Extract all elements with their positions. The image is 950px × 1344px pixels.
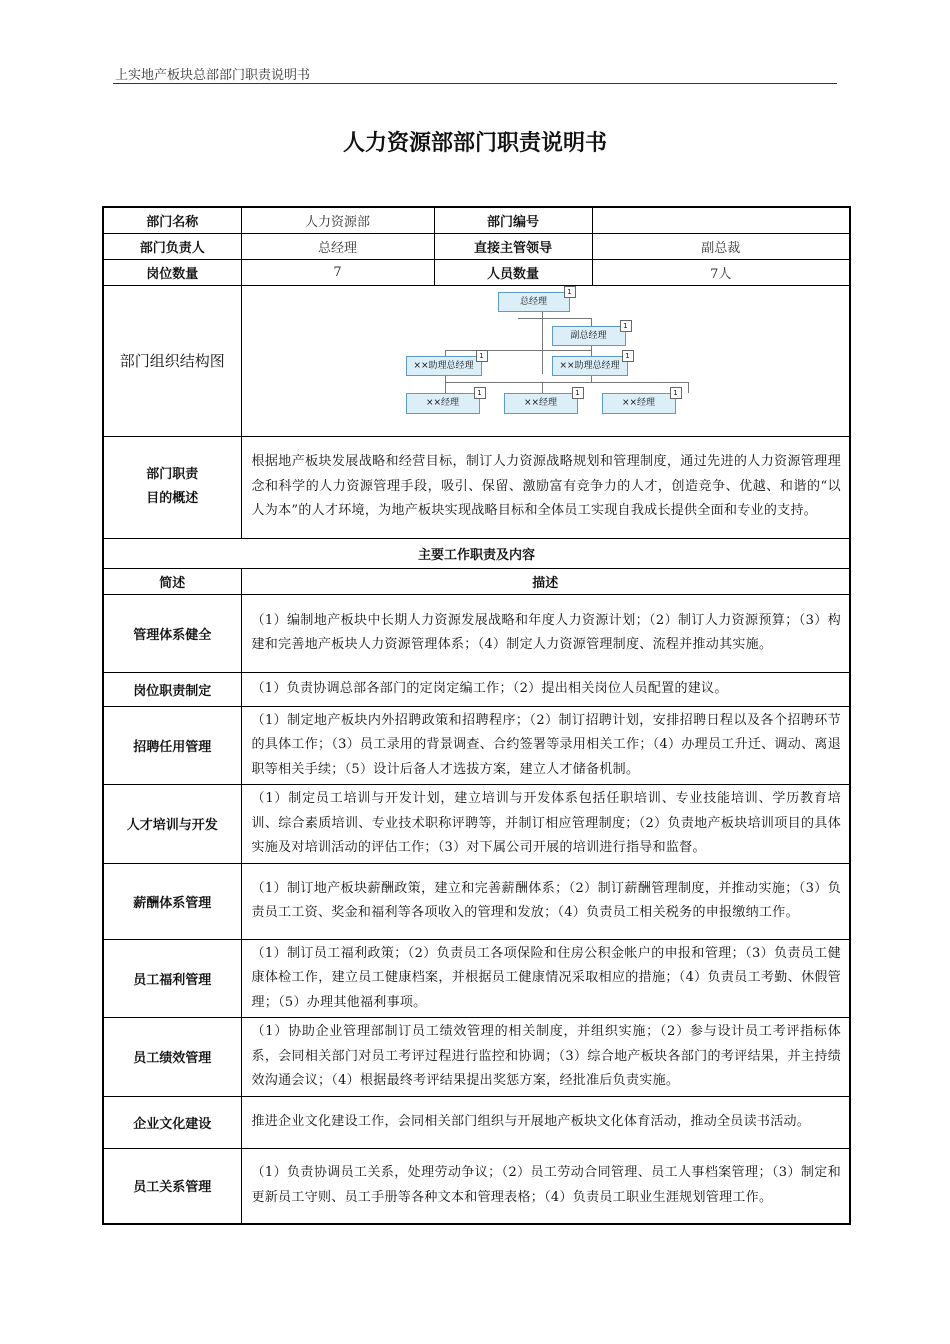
- org-node-mgr-2-label: ××经理: [523, 398, 558, 408]
- header-rule: [113, 83, 837, 84]
- duty-desc: （1）制订地产板块薪酬政策，建立和完善薪酬体系；（2）制订薪酬管理制度，并推动实施；（3）负责员工工资、奖金和福利等各项收入的管理和发放；（4）负责员工相关税务的申报缴纳工作。: [241, 863, 850, 939]
- connector-gm-down: [542, 302, 543, 374]
- org-node-mgr-1-badge: 1: [474, 387, 486, 399]
- org-node-mgr-1-label: ××经理: [425, 398, 460, 408]
- connector-mgr3: [688, 382, 689, 393]
- org-node-gm-label: 总经理: [519, 297, 547, 307]
- page-title: 人力资源部部门职责说明书: [342, 131, 607, 156]
- duty-desc: （1）协助企业管理部制订员工绩效管理的相关制度，并组织实施；（2）参与设计员工考评指标体系，会同相关部门对员工考评过程进行监控和协调；（3）综合地产板块各部门的考评结果，并主持绩效沟通会议；（4）根据最终考评结果提出奖惩方案，经批准后负责实施。: [241, 1018, 850, 1097]
- supervisor-label: 直接主管领导: [434, 233, 592, 259]
- duties-col-summary: 简述: [103, 568, 241, 594]
- duty-desc: （1）负责协调员工关系，处理劳动争议；（2）员工劳动合同管理、员工人事档案管理；（3）制定和更新员工守则、员工手册等各种文本和管理表格；（4）负责员工职业生涯规划管理工作。: [241, 1148, 850, 1224]
- purpose-label-line2: 目的概述: [146, 491, 199, 506]
- duty-desc: （1）制定员工培训与开发计划，建立培训与开发体系包括任职培训、专业技能培训、学历教育培训、综合素质培训、专业技术职称评聘等，并制订相应管理制度；（2）负责地产板块培训项目的具体实施及对培训活动的评估工作；（3）对下属公司开展的培训进行指导和监督。: [241, 785, 850, 864]
- duty-title: 员工关系管理: [103, 1148, 241, 1224]
- connector-level2-h: [445, 350, 591, 351]
- org-chart-label: 部门组织结构图: [103, 285, 241, 436]
- supervisor-value: 副总裁: [592, 233, 850, 259]
- duty-title: 人才培训与开发: [103, 785, 241, 864]
- dept-head-value: 总经理: [241, 233, 434, 259]
- duty-title: 企业文化建设: [103, 1096, 241, 1148]
- dept-name-label: 部门名称: [103, 207, 241, 233]
- org-node-asst-right-badge: 1: [622, 350, 634, 362]
- org-node-deputy-label: 副总经理: [570, 331, 607, 341]
- post-count-value: 7: [241, 259, 434, 285]
- org-node-mgr-1: [406, 393, 480, 414]
- org-node-mgr-2-badge: 1: [572, 387, 584, 399]
- org-node-mgr-3: [602, 393, 676, 414]
- duty-title: 招聘任用管理: [103, 706, 241, 785]
- staff-count-label: 人员数量: [434, 259, 592, 285]
- duty-desc: 推进企业文化建设工作，会同相关部门组织与开展地产板块文化体育活动，推动全员读书活动。: [241, 1096, 850, 1148]
- duties-section-title: 主要工作职责及内容: [103, 538, 850, 568]
- org-chart: [242, 286, 850, 435]
- org-node-deputy-badge: 1: [620, 320, 632, 332]
- org-node-mgr-3-label: ××经理: [621, 398, 656, 408]
- document-series-header: 上实地产板块总部部门职责说明书: [115, 68, 311, 83]
- duty-title: 管理体系健全: [103, 594, 241, 672]
- org-node-deputy: [552, 326, 626, 346]
- duty-title: 薪酬体系管理: [103, 863, 241, 939]
- purpose-text: 根据地产板块发展战略和经营目标，制订人力资源战略规划和管理制度，通过先进的人力资源管理理念和科学的人力资源管理手段，吸引、保留、激励富有竞争力的人才，创造竞争、优越、和谐的“以人为本”的人才环境，为地产板块实现战略目标和全体员工实现自我成长提供全面和专业的支持。: [241, 436, 850, 538]
- responsibility-table: [102, 206, 851, 1225]
- post-count-label: 岗位数量: [103, 259, 241, 285]
- org-node-mgr-3-badge: 1: [670, 387, 682, 399]
- duty-desc: （1）制定地产板块内外招聘政策和招聘程序；（2）制订招聘计划，安排招聘日程以及各个招聘环节的具体工作；（3）员工录用的背景调查、合约签署等录用相关工作；（4）办理员工升迁、调动、离退职等相关手续；（5）设计后备人才选拔方案，建立人才储备机制。: [241, 706, 850, 785]
- connector-mgr2: [542, 382, 543, 393]
- org-node-mgr-2: [504, 393, 578, 414]
- org-node-gm: [498, 292, 570, 312]
- duty-desc: （1）负责协调总部各部门的定岗定编工作；（2）提出相关岗位人员配置的建议。: [241, 672, 850, 706]
- purpose-label-line1: 部门职责: [146, 467, 199, 482]
- org-node-asst-left: [406, 356, 482, 376]
- connector-level3-h: [445, 382, 688, 383]
- duty-title: 员工福利管理: [103, 939, 241, 1018]
- duty-desc: （1）编制地产板块中长期人力资源发展战略和年度人力资源计划；（2）制订人力资源预算；（3）构建和完善地产板块人力资源管理体系；（4）制定人力资源管理制度、流程并推动其实施。: [241, 594, 850, 672]
- duty-title: 员工绩效管理: [103, 1018, 241, 1097]
- org-node-asst-left-badge: 1: [476, 350, 488, 362]
- dept-code-value: [592, 207, 850, 233]
- org-chart-cell: [241, 285, 850, 436]
- purpose-label: [103, 436, 241, 538]
- dept-head-label: 部门负责人: [103, 233, 241, 259]
- org-node-asst-left-label: ××助理总经理: [413, 361, 474, 371]
- org-node-asst-right: [552, 356, 628, 376]
- duty-desc: （1）制订员工福利政策；（2）负责员工各项保险和住房公积金帐户的申报和管理；（3）负责员工健康体检工作，建立员工健康档案，并根据员工健康情况采取相应的措施；（4）负责员工考勤、休假管理；（5）办理其他福利事项。: [241, 939, 850, 1018]
- connector-gm-deputy-h: [518, 318, 591, 319]
- staff-count-value: 7人: [592, 259, 850, 285]
- dept-name-value: 人力资源部: [241, 207, 434, 233]
- duties-col-desc: 描述: [241, 568, 850, 594]
- dept-code-label: 部门编号: [434, 207, 592, 233]
- org-node-gm-badge: 1: [564, 286, 576, 298]
- org-node-asst-right-label: ××助理总经理: [559, 361, 620, 371]
- duty-title: 岗位职责制定: [103, 672, 241, 706]
